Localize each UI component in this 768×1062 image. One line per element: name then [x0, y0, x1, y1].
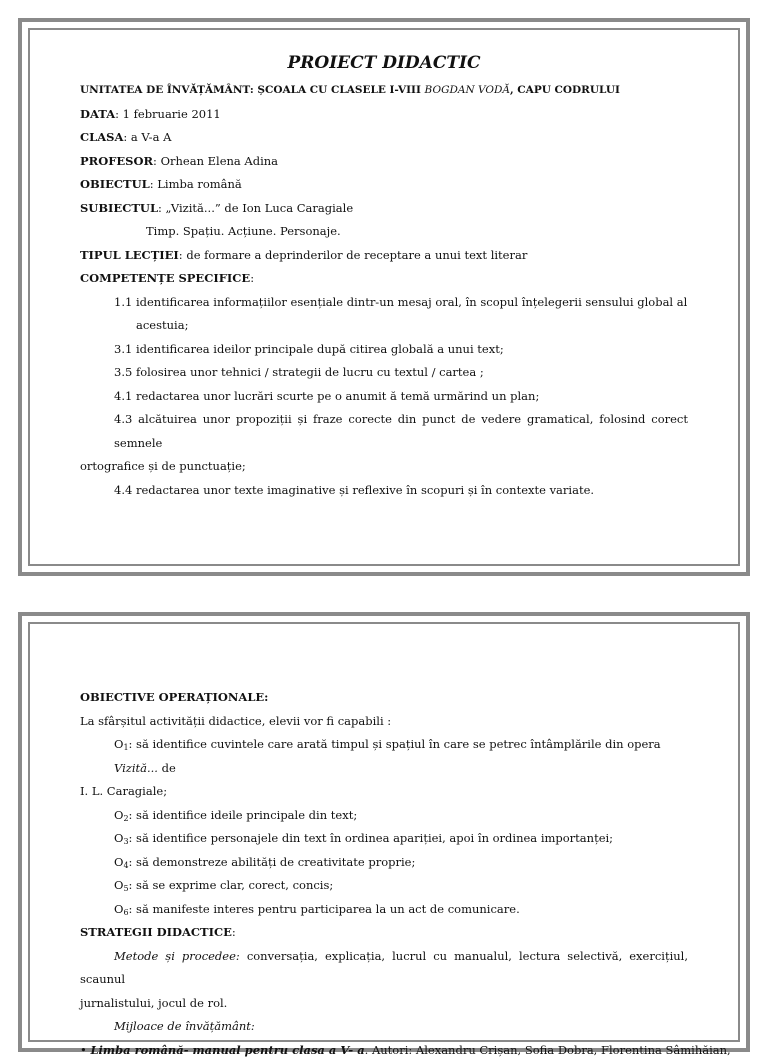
obiectul-line: [80, 173, 688, 197]
competente-heading: [80, 267, 688, 291]
objective-sub: 4: [123, 861, 128, 870]
competenta-text: 4.1 redactarea unor lucrări scurte pe o anumit ă temă urmărind un plan;: [114, 385, 688, 409]
objective-item: [80, 804, 688, 828]
manual-line: [80, 1039, 688, 1062]
competenta-text: 4.4 redactarea unor texte imaginative și reflexive în scopuri și în contexte variate.: [114, 479, 688, 503]
profesor-line: [80, 150, 688, 174]
competente-list-end: [80, 479, 688, 503]
competente-suffix: :: [250, 271, 254, 285]
objective-code: O: [114, 737, 123, 751]
objective-code: O: [114, 855, 123, 869]
metode-cont: jurnalistului, jocul de rol.: [80, 992, 688, 1016]
subiectul-line-2: Timp. Spațiu. Acțiune. Personaje.: [80, 220, 688, 244]
metode-text: conversația, explicația, lucrul cu manualul, lectura selectivă, exercițiul, scaunul: [80, 949, 688, 987]
manual-title: Limba română- manual pentru clasa a V- a: [90, 1043, 364, 1057]
competenta-item: [114, 479, 688, 503]
objective-item: [80, 898, 688, 922]
objective-italic: Vizită...: [114, 761, 158, 775]
objective-item: [80, 827, 688, 851]
competenta-text-cont-flush: ortografice și de punctuație;: [80, 455, 688, 479]
competenta-text: 3.1 identificarea ideilor principale după citirea globală a unui text;: [114, 338, 688, 362]
document-page-1: [18, 18, 750, 576]
objective-cont: I. L. Caragiale;: [80, 780, 688, 804]
page-1-content: [80, 50, 688, 502]
strategii-label: STRATEGII DIDACTICE: [80, 925, 232, 939]
clasa-value: : a V-a A: [123, 130, 171, 144]
clasa-line: [80, 126, 688, 150]
objective-item: [80, 874, 688, 898]
objective-text: : să identifice cuvintele care arată timpul și spațiul în care se petrec întâmplările din opera: [129, 737, 661, 751]
document-title: PROIECT DIDACTIC: [80, 50, 688, 76]
strategii-suffix: :: [232, 925, 236, 939]
objective-sub: 5: [123, 884, 128, 893]
competente-label: COMPETENȚE SPECIFICE: [80, 271, 250, 285]
objective-text: : să demonstreze abilități de creativitate proprie;: [129, 855, 416, 869]
data-line: [80, 103, 688, 127]
objective-item: [80, 733, 688, 780]
objective-item: [80, 851, 688, 875]
objective-text: : să se exprime clar, corect, concis;: [129, 878, 334, 892]
competenta-item: [114, 291, 688, 338]
obiectul-label: OBIECTUL: [80, 177, 150, 191]
data-value: : 1 februarie 2011: [115, 107, 221, 121]
profesor-label: PROFESOR: [80, 154, 153, 168]
objective-text: : să identifice personajele din text în ordinea apariției, apoi în ordinea importanței;: [129, 831, 614, 845]
competenta-item: [114, 338, 688, 362]
subiectul-label: SUBIECTUL: [80, 201, 158, 215]
profesor-value: : Orhean Elena Adina: [153, 154, 278, 168]
unitate-name: BOGDAN VODĂ: [425, 84, 510, 96]
data-label: DATA: [80, 107, 115, 121]
objective-sub: 2: [123, 814, 128, 823]
subiectul-value: : „Vizită...” de Ion Luca Caragiale: [158, 201, 353, 215]
tipul-value: : de formare a deprinderilor de receptare a unui text literar: [179, 248, 528, 262]
strategii-heading: [80, 921, 688, 945]
objective-tail: de: [158, 761, 176, 775]
clasa-label: CLASA: [80, 130, 123, 144]
metode-line: [80, 945, 688, 992]
competente-list: [80, 291, 688, 456]
competenta-item: [114, 361, 688, 385]
tipul-label: TIPUL LECȚIEI: [80, 248, 179, 262]
objective-text: : să identifice ideile principale din text;: [129, 808, 358, 822]
objective-sub: 1: [123, 743, 128, 752]
unitate-label: UNITATEA DE ÎNVĂȚĂMÂNT: ȘCOALA CU CLASELE I-VIII: [80, 84, 421, 96]
objective-code: O: [114, 808, 123, 822]
bullet-icon: •: [80, 1043, 87, 1057]
competenta-item: [114, 385, 688, 409]
objective-code: O: [114, 831, 123, 845]
tipul-line: [80, 244, 688, 268]
obiective-heading: OBIECTIVE OPERAȚIONALE:: [80, 686, 688, 710]
unitate-suffix: , CAPU CODRULUI: [510, 84, 620, 96]
objective-sub: 6: [123, 908, 128, 917]
objective-sub: 3: [123, 837, 128, 846]
document-page-2: [18, 612, 750, 1052]
competenta-text-cont: acestuia;: [114, 314, 688, 338]
mijloace-line: Mijloace de învățământ:: [80, 1015, 688, 1039]
manual-text: . Autori: Alexandru Crișan, Sofia Dobra, Florentina Sâmihăian,: [365, 1043, 731, 1057]
competenta-text: 1.1 identificarea informațiilor esențiale dintr-un mesaj oral, în scopul înțelegerii sensului global al: [114, 291, 688, 315]
page-2-content: [80, 686, 688, 1062]
competenta-item: [114, 408, 688, 455]
unitate-line: [80, 78, 688, 103]
metode-label: Metode și procedee:: [114, 949, 240, 963]
objective-code: O: [114, 902, 123, 916]
subiectul-line: [80, 197, 688, 221]
obiective-intro: La sfârșitul activității didactice, elevii vor fi capabili :: [80, 710, 688, 734]
objective-code: O: [114, 878, 123, 892]
competenta-text: 3.5 folosirea unor tehnici / strategii de lucru cu textul / cartea ;: [114, 361, 688, 385]
competenta-text: 4.3 alcătuirea unor propoziții și fraze corecte din punct de vedere gramatical, folosind corect semnele: [114, 408, 688, 455]
obiectul-value: : Limba română: [150, 177, 242, 191]
objective-text: : să manifeste interes pentru participarea la un act de comunicare.: [129, 902, 520, 916]
